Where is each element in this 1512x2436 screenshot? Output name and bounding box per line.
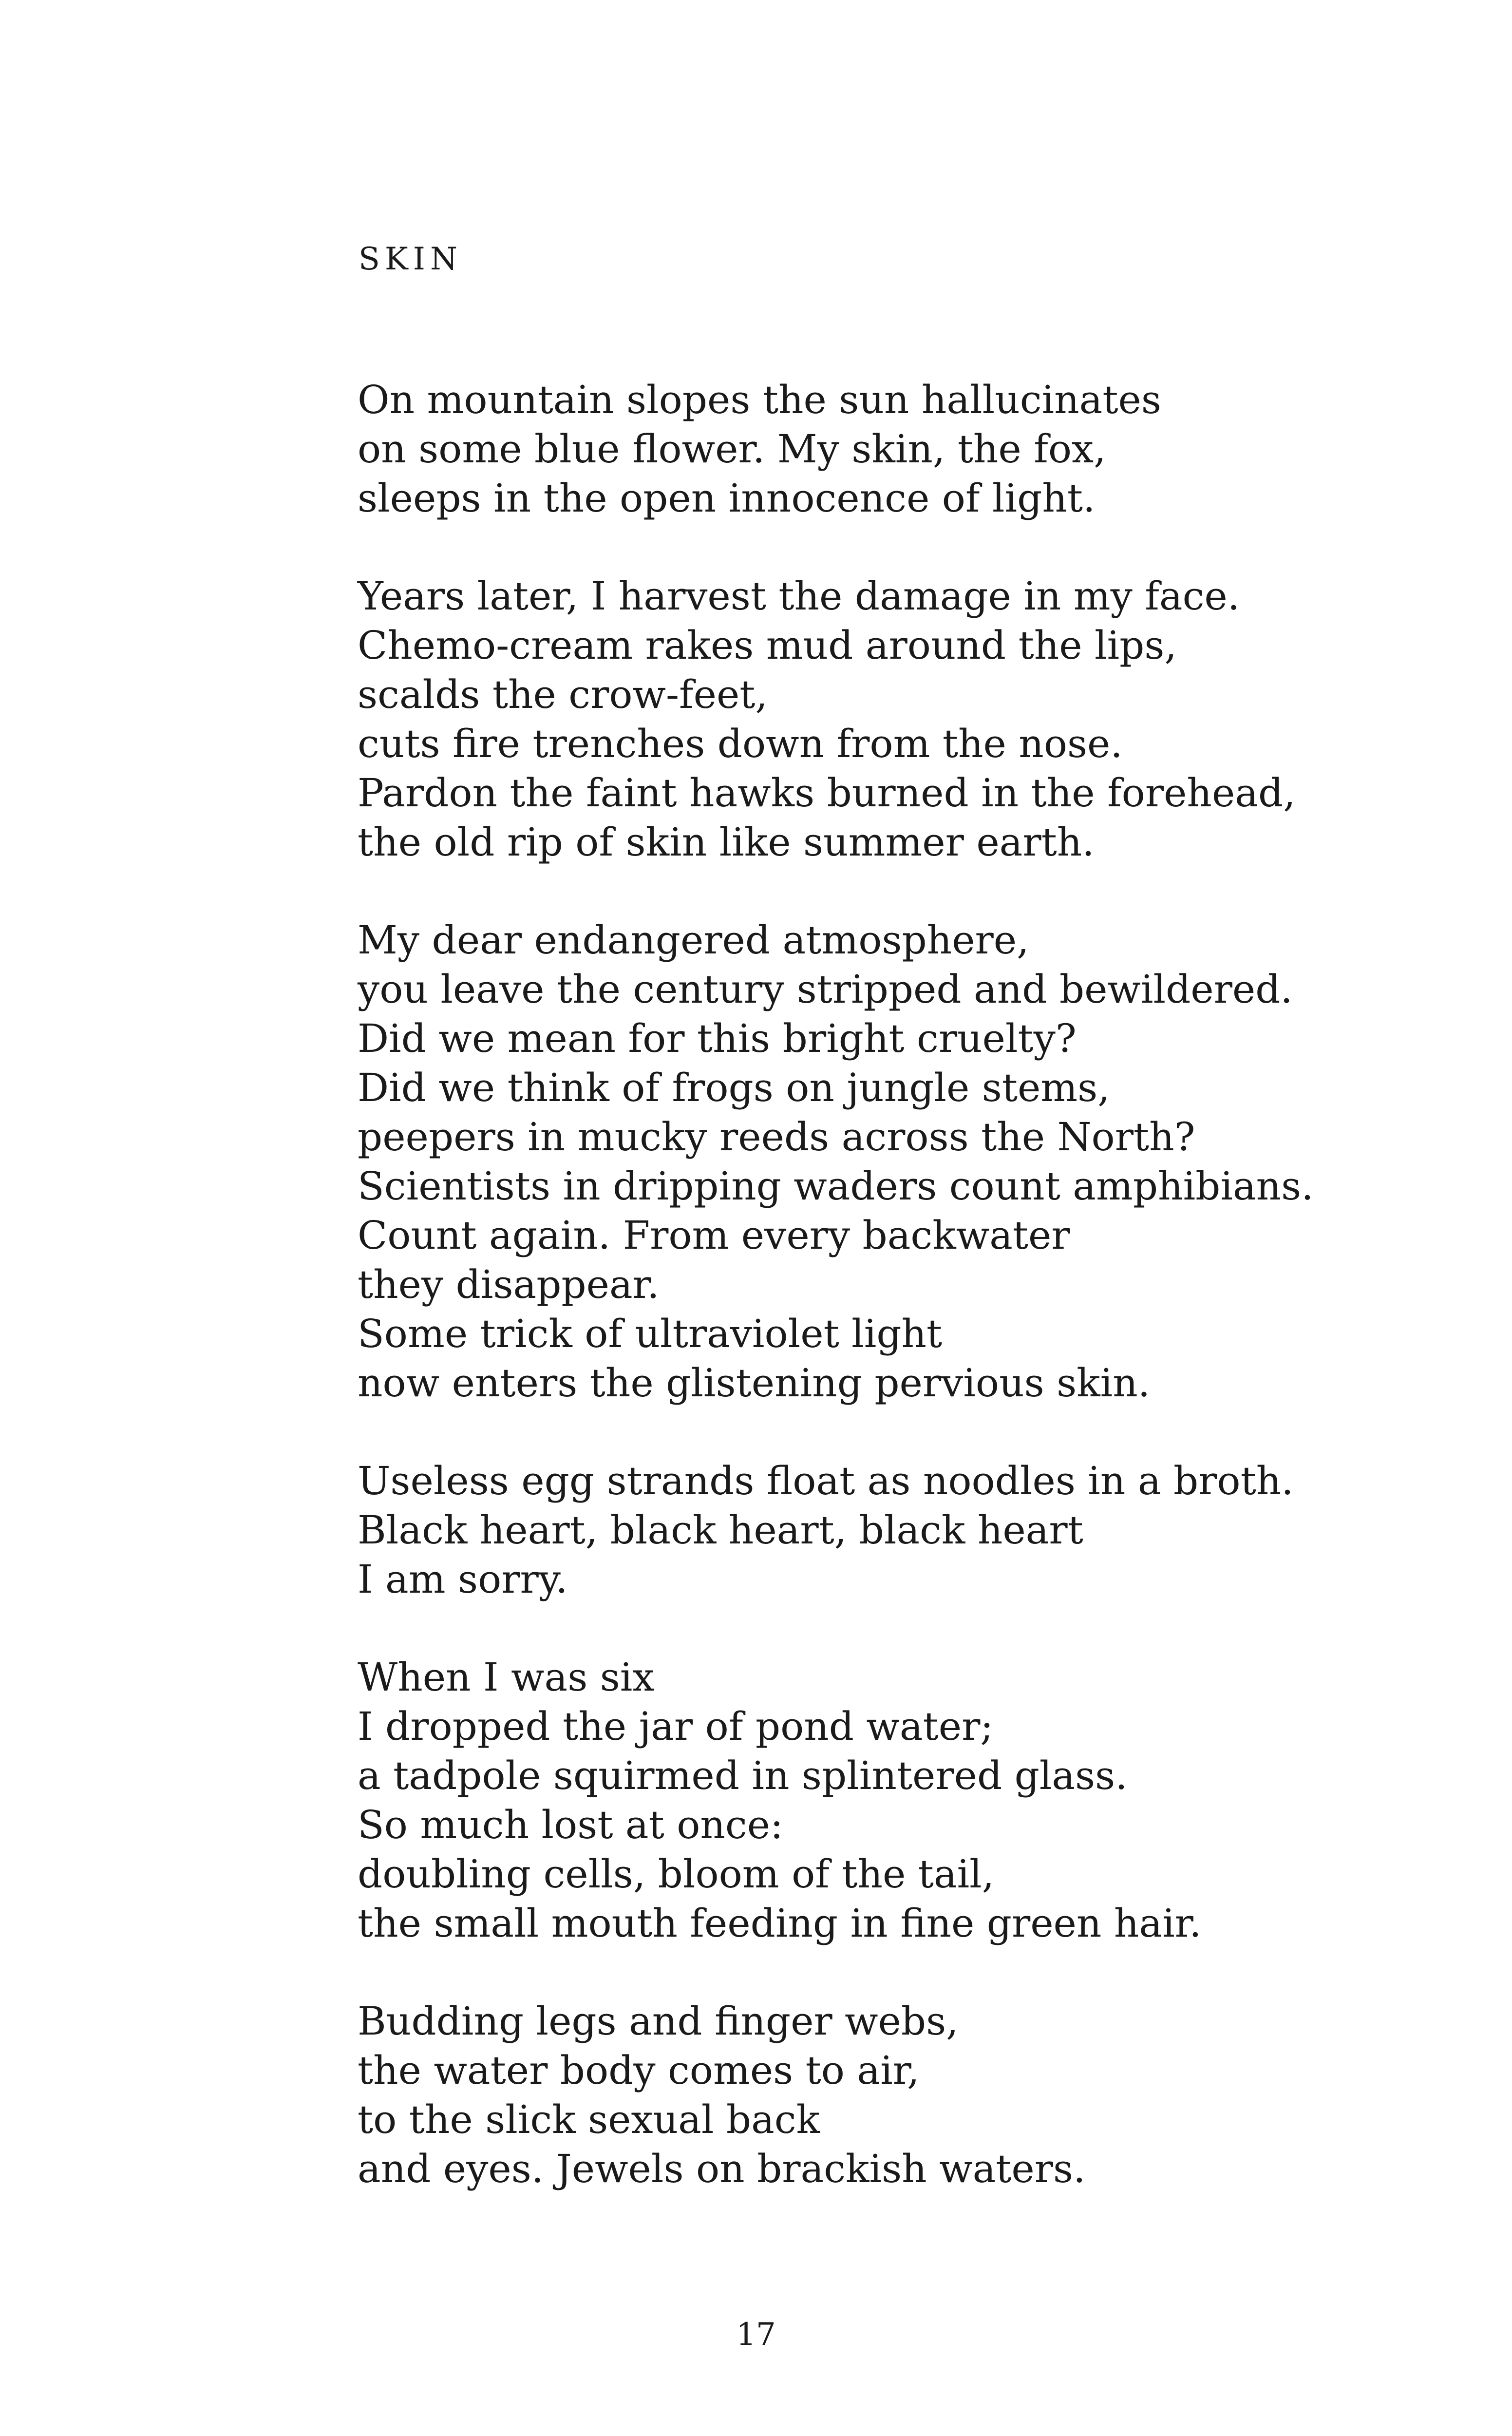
stanza — [358, 1456, 1478, 1604]
page-number: 17 — [736, 2317, 776, 2353]
poem-line: the small mouth feeding in fine green hair. — [358, 1901, 1202, 1946]
stanza — [358, 1997, 1478, 2193]
poem-line: Pardon the faint hawks burned in the forehead, — [358, 770, 1296, 816]
poem-line: scalds the crow-feet, — [358, 672, 768, 717]
poem-line: I dropped the jar of pond water; — [358, 1704, 994, 1749]
poem-line: you leave the century stripped and bewildered. — [358, 967, 1293, 1012]
poem-line: Did we mean for this bright cruelty? — [358, 1016, 1077, 1061]
poem-line: Chemo-cream rakes mud around the lips, — [358, 623, 1177, 668]
poem-line: Black heart, black heart, black heart — [358, 1507, 1083, 1553]
poem-line: Budding legs and finger webs, — [358, 1998, 959, 2044]
poem-line: I am sorry. — [358, 1557, 568, 1602]
poem-line: On mountain slopes the sun hallucinates — [358, 377, 1161, 422]
poem-line: Some trick of ultraviolet light — [358, 1311, 943, 1356]
stanza — [358, 375, 1478, 523]
poem-line: Years later, I harvest the damage in my face. — [358, 573, 1240, 619]
poem-line: a tadpole squirmed in splintered glass. — [358, 1753, 1128, 1798]
poem-line: sleeps in the open innocence of light. — [358, 476, 1096, 521]
poem-line: My dear endangered atmosphere, — [358, 917, 1029, 963]
stanza — [358, 915, 1478, 1408]
poem-body — [358, 375, 1478, 2242]
poem-line: the water body comes to air, — [358, 2048, 920, 2093]
poem-line: and eyes. Jewels on brackish waters. — [358, 2146, 1086, 2191]
poem-line: cuts fire trenches down from the nose. — [358, 721, 1123, 766]
stanza — [358, 1653, 1478, 1948]
poem-line: Count again. From every backwater — [358, 1213, 1070, 1258]
poem-line: peepers in mucky reeds across the North? — [358, 1114, 1195, 1160]
poem-line: Did we think of frogs on jungle stems, — [358, 1065, 1110, 1110]
poem-line: So much lost at once: — [358, 1802, 783, 1847]
poem-line: Useless egg strands float as noodles in a broth. — [358, 1458, 1294, 1503]
poem-line: they disappear. — [358, 1262, 660, 1307]
poem-line: the old rip of skin like summer earth. — [358, 819, 1095, 865]
poem-line: Scientists in dripping waders count amphibians. — [358, 1163, 1314, 1209]
stanza — [358, 571, 1478, 867]
poem-line: When I was six — [358, 1655, 655, 1700]
poem-line: doubling cells, bloom of the tail, — [358, 1851, 995, 1897]
poem-line: now enters the glistening pervious skin. — [358, 1360, 1151, 1406]
poem-title: SKIN — [359, 241, 462, 277]
poem-line: to the slick sexual back — [358, 2097, 820, 2142]
poem-line: on some blue flower. My skin, the fox, — [358, 426, 1106, 472]
